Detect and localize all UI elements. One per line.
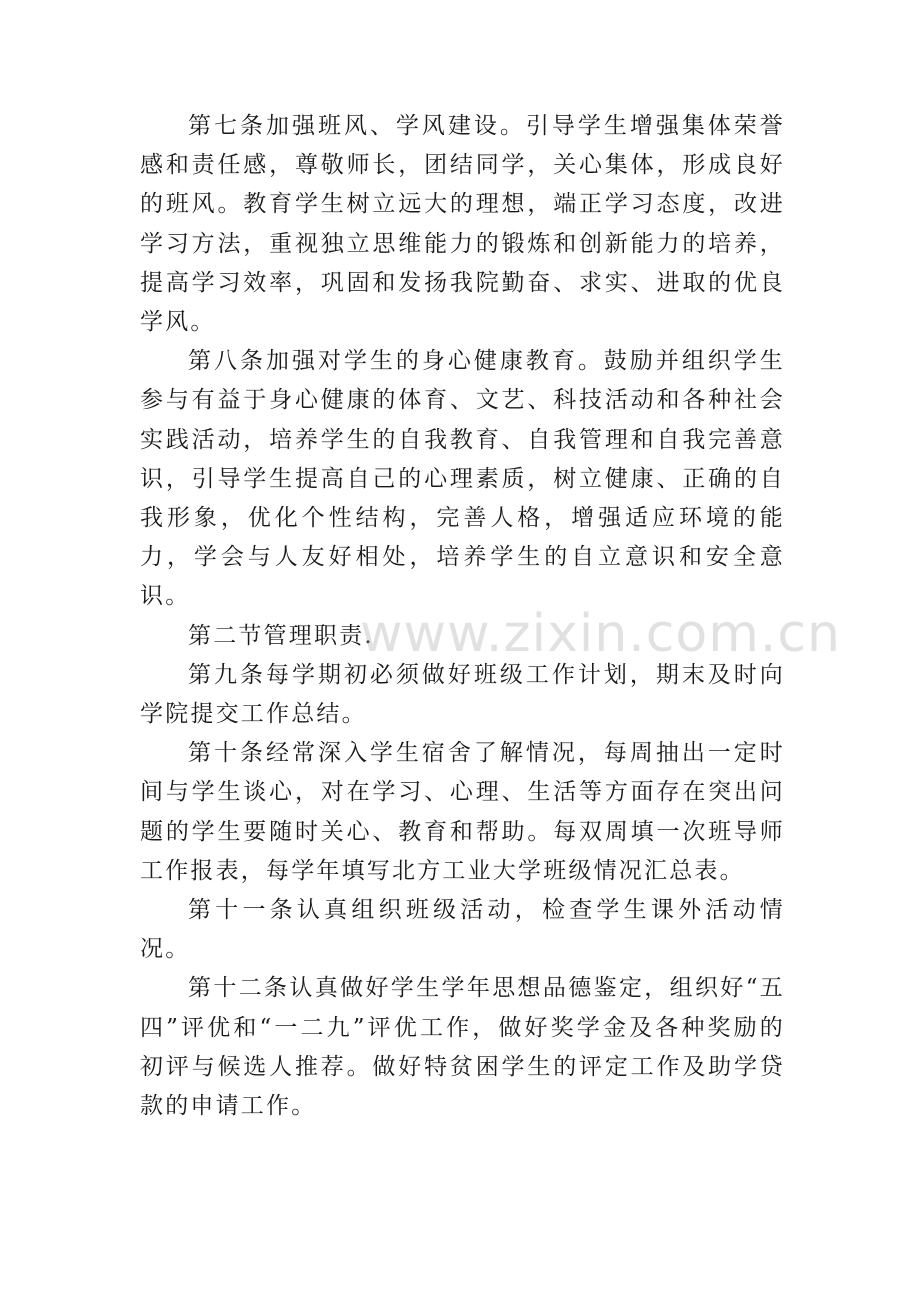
paragraph-article-10: 第十条经常深入学生宿舍了解情况，每周抽出一定时间与学生谈心，对在学习、心理、生活等方面存在突出问题的学生要随时关心、教育和帮助。每双周填一次班导师工作报表，每学年填写北方工业大学班级情况汇总表。: [140, 740, 785, 884]
paragraph-article-7: 第七条加强班风、学风建设。引导学生增强集体荣誉感和责任感，尊敬师长，团结同学，关心集体，形成良好的班风。教育学生树立远大的理想，端正学习态度，改进学习方法，重视独立思维能力的锻炼和创新能力的培养，提高学习效率，巩固和发扬我院勤奋、求实、进取的优良学风。: [140, 113, 785, 336]
paragraph-article-12: 第十二条认真做好学生学年思想品德鉴定，组织好“五四”评优和“一二九”评优工作，做好奖学金及各种奖励的初评与候选人推荐。做好特贫困学生的评定工作及助学贷款的申请工作。: [140, 975, 785, 1120]
section-heading-2: 第二节管理职责.: [188, 622, 374, 649]
paragraph-article-11: 第十一条认真组织班级活动，检查学生课外活动情况。: [140, 897, 785, 963]
paragraph-article-8: 第八条加强对学生的身心健康教育。鼓励并组织学生参与有益于身心健康的体育、文艺、科技活动和各种社会实践活动，培养学生的自我教育、自我管理和自我完善意识，引导学生提高自己的心理素质，树立健康、正确的自我形象，优化个性结构，完善人格，增强适应环境的能力，学会与人友好相处，培养学生的自立意识和安全意识。: [140, 348, 785, 610]
watermark: www.zixin.com.cn: [360, 604, 841, 664]
paragraph-article-9: 第九条每学期初必须做好班级工作计划，期末及时向学院提交工作总结。: [140, 661, 785, 728]
document-body: [140, 107, 785, 1126]
